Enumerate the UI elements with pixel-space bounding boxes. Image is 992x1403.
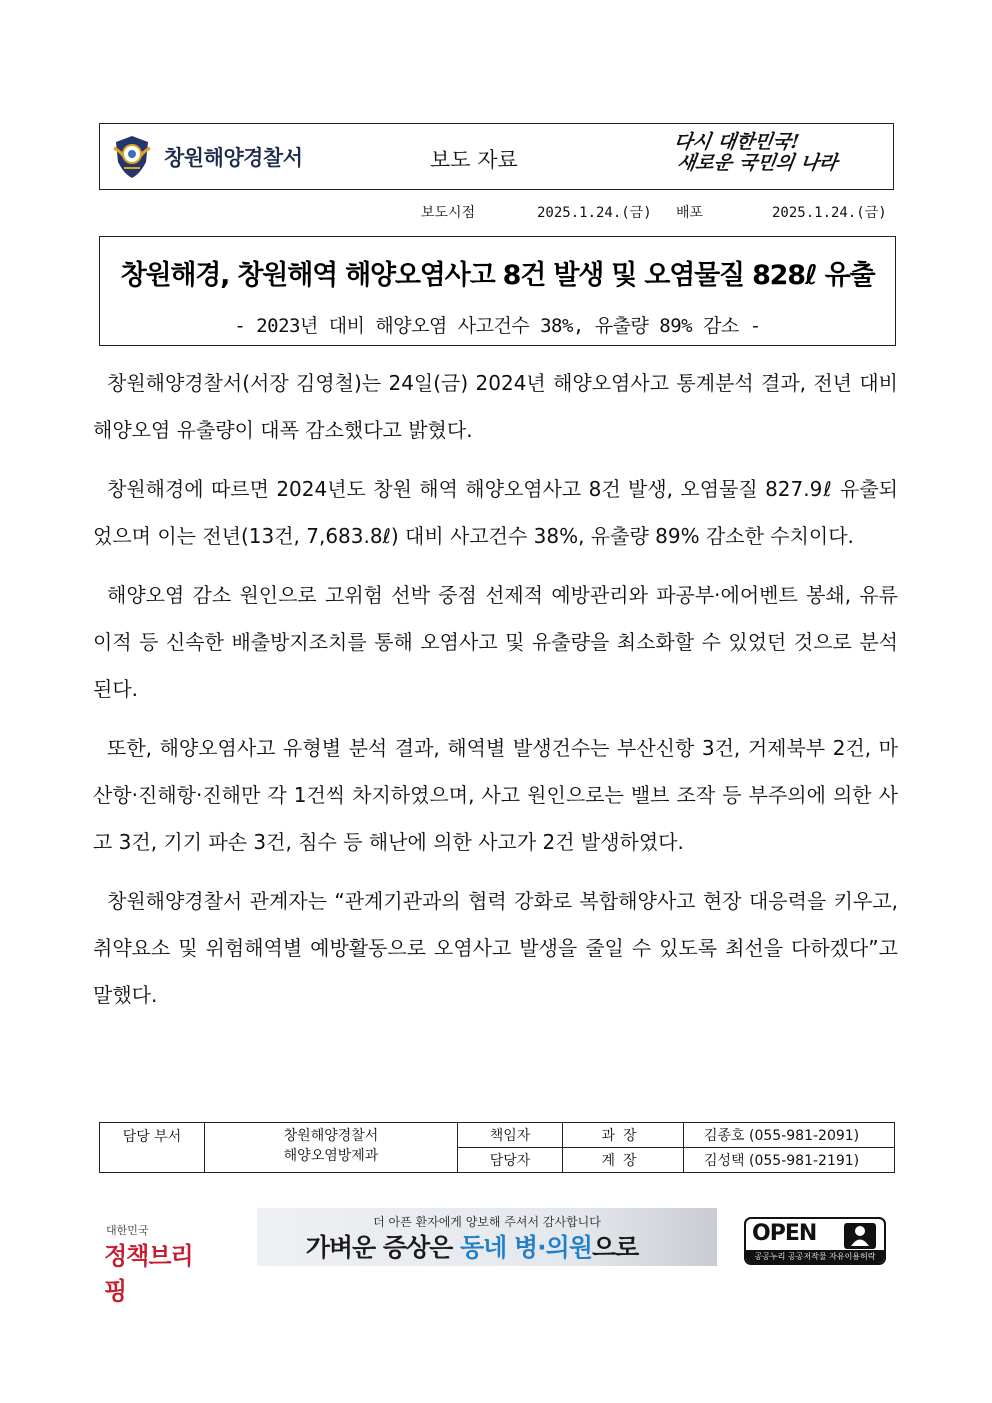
headline-title: 창원해경, 창원해역 해양오염사고 8건 발생 및 오염물질 828ℓ 유출 [120,260,875,291]
kogl-open-badge [744,1217,886,1265]
slogan-line-2: 새로운 국민의 나라 [675,152,839,174]
report-date: 2025.1.24.(금) [537,205,652,221]
release-date: 2025.1.24.(금) [772,205,887,221]
dept-org-line-2: 해양오염방제과 [283,1148,379,1164]
body-paragraph: 창원해양경찰서 관계자는 “관계기관과의 협력 강화로 복합해양사고 현장 대응력을 키우고, 취약요소 및 위험해역별 예방활동으로 오염사고 발생을 줄일 수 있도록 최선을 다하겠다”고 말했다. [93,889,898,1007]
body-paragraph: 또한, 해양오염사고 유형별 분석 결과, 해역별 발생건수는 부산신항 3건, 거제북부 2건, 마산항·진해항·진해만 각 1건씩 차지하였으며, 사고 원인으로는 밸브 조작 등 부주의에 의한 사고 3건, 기기 파손 3건, 침수 등 해난에 의한 사고가 2건 발생하였다. [93,736,898,854]
headline-box [99,236,896,346]
campaign-banner [257,1208,717,1266]
dept-org-line-1: 창원해양경찰서 [283,1128,379,1144]
body-paragraph: 해양오염 감소 원인으로 고위험 선박 중점 선제적 예방관리와 파공부·에어벤트 봉쇄, 유류이적 등 신속한 배출방지조치를 통해 오염사고 및 유출량을 최소화할 수 있었던 것으로 분석된다. [93,583,898,701]
contact-role: 책임자 [458,1123,563,1148]
contact-name-phone: 김종호 (055-981-2091) [684,1123,895,1148]
body-paragraph: 창원해양경찰서(서장 김영철)는 24일(금) 2024년 해양오염사고 통계분석 결과, 전년 대비 해양오염 유출량이 대폭 감소했다고 밝혔다. [93,371,898,442]
report-time-label: 보도시점 [421,205,476,221]
dept-name [205,1123,458,1173]
press-release-header [99,123,894,190]
brief-logo-small: 대한민국 [106,1224,149,1237]
footer-logos [0,1200,992,1305]
contact-name-phone: 김성택 (055-981-2191) [684,1148,895,1173]
slogan-line-1: 다시 대한민국! [672,131,801,153]
banner-subtext: 더 아픈 환자에게 양보해 주셔서 감사합니다 [373,1215,601,1229]
headline-subtitle: - 2023년 대비 해양오염 사고건수 38%, 유출량 89% 감소 - [234,315,761,337]
attribution-person-icon [844,1223,876,1249]
release-dates [0,202,992,222]
body-paragraph: 창원해경에 따르면 2024년도 창원 해역 해양오염사고 8건 발생, 오염물질 827.9ℓ 유출되었으며 이는 전년(13건, 7,683.8ℓ) 대비 사고건수 38%, 유출량 89% 감소한 수치이다. [93,477,898,548]
kogl-license-text: 공공누리 공공저작물 자유이용허락 [746,1250,884,1263]
contact-table [99,1122,895,1173]
release-label: 배포 [676,205,704,221]
open-word: OPEN [752,1221,817,1246]
org-name: 창원해양경찰서 [164,146,303,170]
policy-briefing-logo [104,1222,214,1305]
article-body [93,360,898,1031]
contact-role: 담당자 [458,1148,563,1173]
table-row [100,1123,895,1148]
brief-logo-text: 정책브리핑 [104,1242,193,1305]
document-type: 보도 자료 [430,148,518,172]
coast-guard-emblem-icon [112,134,152,180]
dept-label: 담당 부서 [100,1123,205,1173]
contact-title: 과장 [563,1123,684,1148]
contact-title: 계장 [563,1148,684,1173]
banner-headline: 가벼운 증상은 동네 병·의원으로 [305,1233,639,1262]
government-slogan [668,132,885,182]
